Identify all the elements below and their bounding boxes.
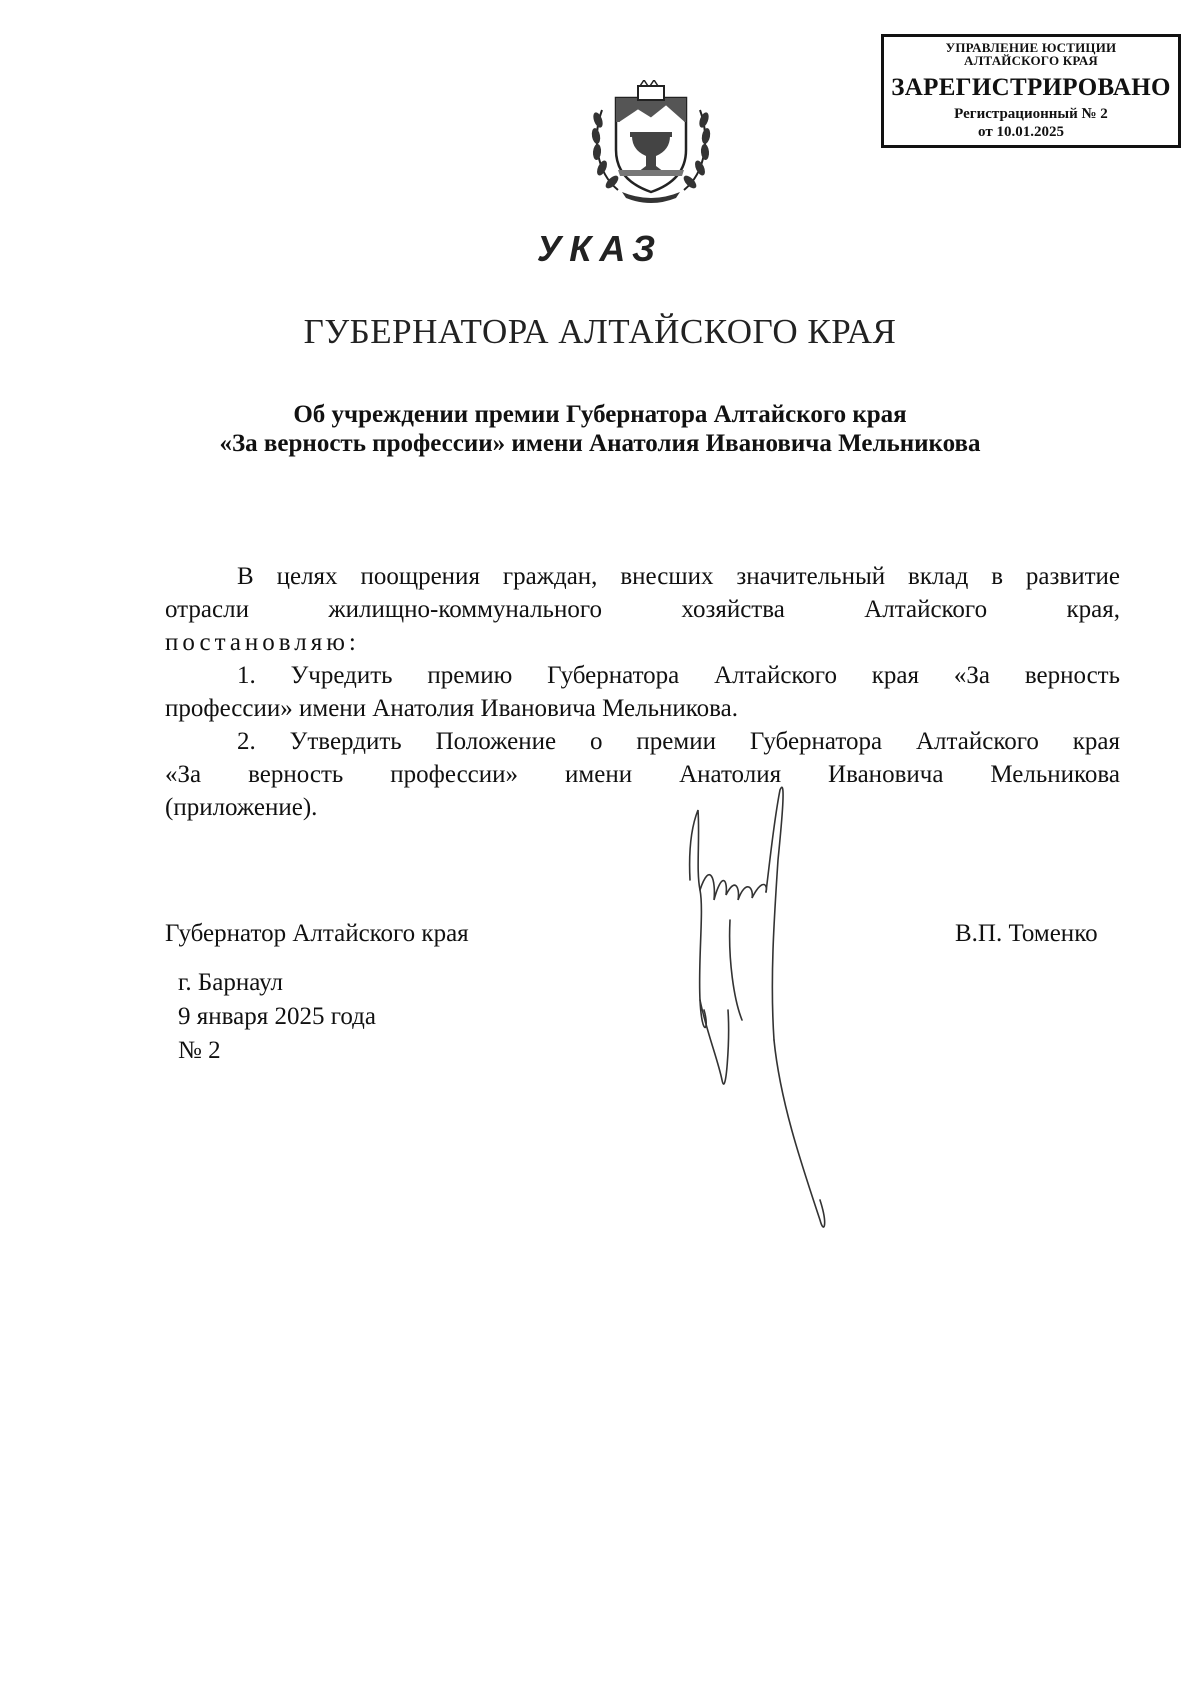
stamp-reg-date: от 10.01.2025 bbox=[978, 124, 1064, 140]
stamp-department-line2: АЛТАЙСКОГО КРАЯ bbox=[964, 53, 1098, 68]
stamp-reg-number: Регистрационный № 2 bbox=[954, 106, 1108, 122]
paragraph-line: профессии» имени Анатолия Ивановича Мельникова. bbox=[165, 695, 738, 722]
decree-city: г. Барнаул bbox=[178, 969, 283, 996]
paragraph-line: В целях поощрения граждан, внесших значительный вклад в развитие bbox=[237, 563, 1120, 590]
paragraph-line: 2. Утвердить Положение о премии Губернатора Алтайского края bbox=[237, 728, 1120, 755]
paragraph-line: отрасли жилищно-коммунального хозяйства Алтайского края, bbox=[165, 596, 1120, 623]
decree-heading bbox=[0, 400, 1200, 458]
stamp-status: ЗАРЕГИСТРИРОВАНО bbox=[891, 74, 1171, 101]
decree-heading-line2: «За верность профессии» имени Анатолия Ивановича Мельникова bbox=[219, 430, 981, 457]
decree-date: 9 января 2025 года bbox=[178, 1003, 376, 1030]
registration-stamp bbox=[881, 34, 1181, 148]
coat-of-arms-icon bbox=[588, 80, 714, 204]
signer-name: В.П. Томенко bbox=[955, 920, 1098, 947]
document-subtitle: ГУБЕРНАТОРА АЛТАЙСКОГО КРАЯ bbox=[303, 312, 897, 351]
decree-body bbox=[165, 560, 1120, 824]
document-title: УКАЗ bbox=[536, 228, 664, 269]
paragraph-line: (приложение). bbox=[165, 794, 318, 821]
signer-position: Губернатор Алтайского края bbox=[165, 920, 469, 947]
paragraph-line: 1. Учредить премию Губернатора Алтайского края «За верность bbox=[237, 662, 1120, 689]
decree-number: № 2 bbox=[178, 1037, 221, 1064]
stamp-department-line1: УПРАВЛЕНИЕ ЮСТИЦИИ bbox=[945, 40, 1117, 55]
handwritten-signature-icon bbox=[670, 780, 850, 1240]
paragraph-line: «За верность профессии» имени Анатолия Ивановича Мельникова bbox=[165, 761, 1120, 788]
decree-heading-line1: Об учреждении премии Губернатора Алтайского края bbox=[293, 401, 907, 428]
decree-place-date bbox=[178, 966, 376, 1068]
decree-keyword: постановляю: bbox=[165, 629, 360, 656]
